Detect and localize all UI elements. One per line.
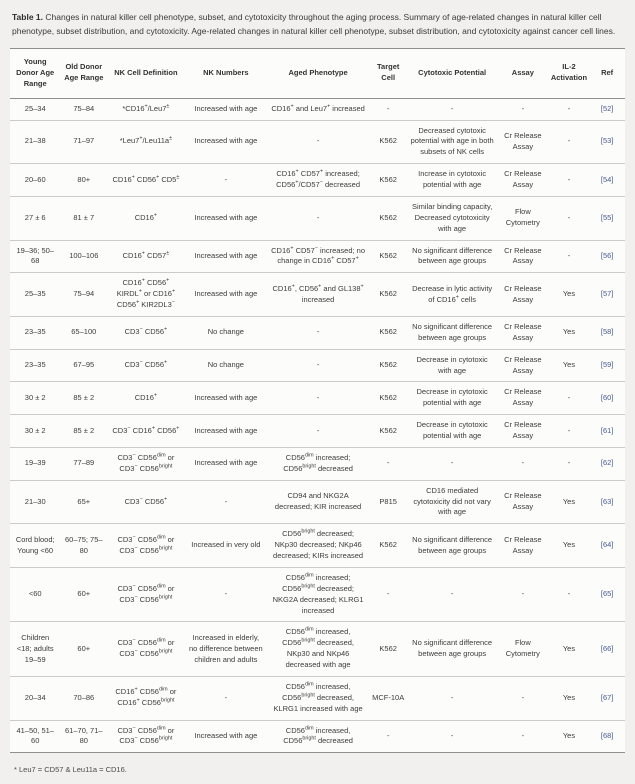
table-cell: - (185, 164, 267, 197)
table-cell: 75–94 (60, 273, 107, 317)
table-cell: Decreased cytotoxic potential with age in both subsets of NK cells (407, 120, 497, 164)
table-cell: *CD16+/Leu7± (107, 98, 184, 120)
table-cell: CD16+ CD57− increased; no change in CD16+ CD57+ (267, 240, 369, 273)
column-header-5: Target Cell (369, 49, 407, 99)
table-cell: CD94 and NKG2A decreased; KIR increased (267, 480, 369, 524)
table-cell: Increased with age (185, 382, 267, 415)
table-cell: 60+ (60, 567, 107, 622)
table-cell: - (407, 676, 497, 720)
table-cell: Children <18; adults 19–59 (10, 622, 60, 677)
table-cell: K562 (369, 622, 407, 677)
table-row (10, 622, 625, 677)
table-cell: Increase in cytotoxic potential with age (407, 164, 497, 197)
table-row (10, 120, 625, 164)
ref-link[interactable]: [64] (600, 540, 614, 550)
table-cell: - (549, 120, 590, 164)
table-cell: - (407, 720, 497, 753)
table-cell: Increased with age (185, 98, 267, 120)
table-cell: Cr Release Assay (497, 240, 549, 273)
table-cell: CD16+ and Leu7+ increased (267, 98, 369, 120)
table-cell: No significant difference between age groups (407, 622, 497, 677)
table-cell: - (185, 567, 267, 622)
table-cell: - (549, 447, 590, 480)
table-cell: - (497, 447, 549, 480)
table-cell: 60+ (60, 622, 107, 677)
table-cell: 25–34 (10, 98, 60, 120)
table-cell: CD3− CD56+ (107, 349, 184, 382)
table-cell: - (369, 720, 407, 753)
table-cell: CD3− $CD56^{dim}$ or CD3− $CD56^{bright}$ (107, 720, 184, 753)
table-cell: Similar binding capacity, Decreased cytotoxicity with age (407, 196, 497, 240)
table-caption (12, 10, 623, 38)
table-cell: CD16+ CD56+ CD5± (107, 164, 184, 197)
ref-link[interactable]: [59] (600, 360, 614, 370)
table-cell: Cr Release Assay (497, 273, 549, 317)
table-cell: CD16 mediated cytotoxicity did not vary with age (407, 480, 497, 524)
table-cell: Yes (549, 524, 590, 568)
table-cell: K562 (369, 120, 407, 164)
table-cell: - (267, 196, 369, 240)
ref-cell (589, 273, 625, 317)
ref-link[interactable]: [63] (600, 496, 614, 506)
table-cell: No significant difference between age groups (407, 524, 497, 568)
column-header-4: Aged Phenotype (267, 49, 369, 99)
table-cell: K562 (369, 240, 407, 273)
table-row (10, 316, 625, 349)
column-header-1: Old Donor Age Range (60, 49, 107, 99)
table-cell: 81 ± 7 (60, 196, 107, 240)
table-cell: $CD56^{dim}$ increased, $CD56^{bright}$ decreased, KLRG1 increased with age (267, 676, 369, 720)
table-cell: Cr Release Assay (497, 524, 549, 568)
ref-link[interactable]: [67] (600, 692, 614, 702)
table-cell: K562 (369, 316, 407, 349)
table-caption-label: Table 1. (12, 12, 44, 22)
table-cell: - (549, 382, 590, 415)
table-body (10, 98, 625, 753)
ref-link[interactable]: [53] (600, 136, 614, 146)
table-cell: Cr Release Assay (497, 164, 549, 197)
table-cell: Increased in elderly, no difference between children and adults (185, 622, 267, 677)
table-cell: $CD56^{bright}$ decreased; NKp30 decreased; NKp46 decreased; KIRs increased (267, 524, 369, 568)
table-cell: Cr Release Assay (497, 480, 549, 524)
table-cell: 60–75; 75–80 (60, 524, 107, 568)
ref-cell (589, 524, 625, 568)
table-cell: - (267, 349, 369, 382)
table-cell: Increased with age (185, 240, 267, 273)
table-caption-text: Changes in natural killer cell phenotype, subset, and cytotoxicity throughout the aging process. Summary of age-related changes in natural killer cell phenotype, subset distribution, and cytotoxicity. Age-related changes in natural killer cell phenotype, subset distribution, and cytotoxicity against cancer cell lines. (12, 12, 616, 37)
ref-link[interactable]: [54] (600, 174, 614, 184)
table-cell: $CD56^{dim}$ increased, $CD56^{bright}$ decreased, NKp30 and NKp46 decreased with age (267, 622, 369, 677)
table-row (10, 382, 625, 415)
table-cell: 80+ (60, 164, 107, 197)
table-cell: - (497, 567, 549, 622)
table-cell: 20–60 (10, 164, 60, 197)
table-header-row (10, 49, 625, 99)
table-row (10, 273, 625, 317)
table-cell: *Leu7+/Leu11a± (107, 120, 184, 164)
table-row (10, 349, 625, 382)
ref-link[interactable]: [61] (600, 425, 614, 435)
ref-link[interactable]: [60] (600, 392, 614, 402)
table-cell: 70–86 (60, 676, 107, 720)
table-cell: CD16+ CD57+ increased; CD56+/CD57− decreased (267, 164, 369, 197)
table-cell: Flow Cytometry (497, 196, 549, 240)
table-cell: Cr Release Assay (497, 382, 549, 415)
table-cell: Yes (549, 273, 590, 317)
table-cell: Increased with age (185, 273, 267, 317)
table-cell: No significant difference between age groups (407, 316, 497, 349)
table-cell: Yes (549, 622, 590, 677)
column-header-8: IL-2 Activation (549, 49, 590, 99)
table-row (10, 447, 625, 480)
table-cell: - (407, 98, 497, 120)
table-cell: Increased with age (185, 720, 267, 753)
table-cell: 19–36; 50–68 (10, 240, 60, 273)
table-cell: 21–30 (10, 480, 60, 524)
table-cell: <60 (10, 567, 60, 622)
ref-cell (589, 196, 625, 240)
table-cell: - (369, 98, 407, 120)
ref-cell (589, 447, 625, 480)
table-cell: 65+ (60, 480, 107, 524)
table-cell: Cord blood; Young <60 (10, 524, 60, 568)
column-header-0: Young Donor Age Range (10, 49, 60, 99)
table-cell: Increased with age (185, 447, 267, 480)
table-cell: CD3− $CD56^{dim}$ or CD3− $CD56^{bright}$ (107, 447, 184, 480)
table-cell: CD16+, CD56+ and GL138+ increased (267, 273, 369, 317)
table-cell: Decrease in cytotoxic potential with age (407, 415, 497, 448)
table-cell: K562 (369, 382, 407, 415)
table-cell: 85 ± 2 (60, 415, 107, 448)
table-cell: Cr Release Assay (497, 415, 549, 448)
ref-cell (589, 622, 625, 677)
ref-cell (589, 382, 625, 415)
table-cell: 77–89 (60, 447, 107, 480)
table-cell: K562 (369, 196, 407, 240)
table-row (10, 415, 625, 448)
ref-link[interactable]: [57] (600, 289, 614, 299)
table-header (10, 49, 625, 99)
table-row (10, 196, 625, 240)
table-cell: - (549, 240, 590, 273)
table-row (10, 524, 625, 568)
ref-link[interactable]: [68] (600, 730, 614, 740)
table-row (10, 567, 625, 622)
table-cell: No change (185, 316, 267, 349)
table-cell: CD16+ CD57± (107, 240, 184, 273)
table-row (10, 98, 625, 120)
table-cell: 30 ± 2 (10, 382, 60, 415)
table-cell: Increased with age (185, 415, 267, 448)
table-cell: 61–70, 71–80 (60, 720, 107, 753)
table-cell: K562 (369, 349, 407, 382)
ref-link[interactable]: [65] (600, 589, 614, 599)
table-cell: - (497, 720, 549, 753)
table-cell: 41–50, 51–60 (10, 720, 60, 753)
table-cell: 85 ± 2 (60, 382, 107, 415)
table-cell: CD3− CD56+ (107, 316, 184, 349)
table-footnote: * Leu7 = CD57 & Leu11a = CD16. (14, 765, 127, 775)
table-cell: - (549, 196, 590, 240)
table-cell: Yes (549, 676, 590, 720)
table-cell: CD3− $CD56^{dim}$ or CD3− $CD56^{bright}$ (107, 622, 184, 677)
table-cell: 75–84 (60, 98, 107, 120)
table-cell: No significant difference between age groups (407, 240, 497, 273)
table-cell: Decrease in cytotoxic with age (407, 349, 497, 382)
table-cell: CD16+ (107, 382, 184, 415)
table-row (10, 480, 625, 524)
table-cell: 21–38 (10, 120, 60, 164)
table-cell: 27 ± 6 (10, 196, 60, 240)
table-cell: $CD56^{dim}$ increased, $CD56^{bright}$ decreased (267, 720, 369, 753)
table-cell: - (549, 567, 590, 622)
table-cell: - (369, 567, 407, 622)
table-cell: - (185, 480, 267, 524)
table-cell: Cr Release Assay (497, 349, 549, 382)
table-cell: CD16+ (107, 196, 184, 240)
table-cell: CD16+ $CD56^{dim}$ or CD16+ $CD56^{bright}$ (107, 676, 184, 720)
ref-cell (589, 240, 625, 273)
table-cell: CD3− CD16+ CD56+ (107, 415, 184, 448)
table-cell: K562 (369, 415, 407, 448)
ref-link[interactable]: [62] (600, 458, 614, 468)
ref-cell (589, 567, 625, 622)
column-header-9: Ref (589, 49, 625, 99)
table-cell: $CD56^{dim}$ increased; $CD56^{bright}$ decreased; NKG2A decreased; KLRG1 increased (267, 567, 369, 622)
ref-cell (589, 720, 625, 753)
table-cell: Decrease in cytotoxic potential with age (407, 382, 497, 415)
ref-link[interactable]: [58] (600, 327, 614, 337)
column-header-7: Assay (497, 49, 549, 99)
table-cell: Decrease in lytic activity of CD16+ cells (407, 273, 497, 317)
table-cell: CD16+ CD56+ KIRDL+ or CD16+ CD56+ KIR2DL3− (107, 273, 184, 317)
ref-cell (589, 316, 625, 349)
ref-cell (589, 349, 625, 382)
ref-cell (589, 164, 625, 197)
table-cell: 25–35 (10, 273, 60, 317)
table-cell: P815 (369, 480, 407, 524)
table-cell: - (267, 415, 369, 448)
table-cell: 67–95 (60, 349, 107, 382)
column-header-2: NK Cell Definition (107, 49, 184, 99)
ref-link[interactable]: [56] (600, 250, 614, 260)
table-cell: Yes (549, 720, 590, 753)
table-cell: K562 (369, 524, 407, 568)
table-cell: Yes (549, 316, 590, 349)
table-cell: - (407, 567, 497, 622)
table-cell: - (267, 382, 369, 415)
table-cell: - (267, 316, 369, 349)
table-cell: - (549, 98, 590, 120)
table-cell: 19–39 (10, 447, 60, 480)
ref-cell (589, 98, 625, 120)
ref-cell (589, 120, 625, 164)
table-cell: 23–35 (10, 316, 60, 349)
table-cell: Flow Cytometry (497, 622, 549, 677)
table-cell: - (549, 164, 590, 197)
table-cell: MCF-10A (369, 676, 407, 720)
ref-cell (589, 480, 625, 524)
table-cell: - (369, 447, 407, 480)
table-cell: $CD56^{dim}$ increased; $CD56^{bright}$ decreased (267, 447, 369, 480)
ref-link[interactable]: [66] (600, 643, 614, 653)
table-cell: Increased in very old (185, 524, 267, 568)
table-cell: - (497, 676, 549, 720)
table-cell: 23–35 (10, 349, 60, 382)
table-cell: - (497, 98, 549, 120)
table-cell: - (267, 120, 369, 164)
table-cell: 20–34 (10, 676, 60, 720)
table-cell: CD3− $CD56^{dim}$ or CD3− $CD56^{bright}$ (107, 567, 184, 622)
table-cell: - (549, 415, 590, 448)
table-row (10, 164, 625, 197)
table-row (10, 720, 625, 753)
table-cell: 71–97 (60, 120, 107, 164)
table-cell: K562 (369, 273, 407, 317)
table-cell: - (407, 447, 497, 480)
ref-link[interactable]: [52] (600, 103, 614, 113)
ref-cell (589, 415, 625, 448)
table-cell: CD3− CD56+ (107, 480, 184, 524)
table-row (10, 240, 625, 273)
table-cell: Cr Release Assay (497, 120, 549, 164)
table-cell: No change (185, 349, 267, 382)
table-cell: 30 ± 2 (10, 415, 60, 448)
table-cell: CD3− $CD56^{dim}$ or CD3− $CD56^{bright}$ (107, 524, 184, 568)
table-cell: 65–100 (60, 316, 107, 349)
table-cell: - (185, 676, 267, 720)
ref-link[interactable]: [55] (600, 212, 614, 222)
column-header-6: Cytotoxic Potential (407, 49, 497, 99)
table-cell: Increased with age (185, 196, 267, 240)
table-cell: 100–106 (60, 240, 107, 273)
table-cell: Cr Release Assay (497, 316, 549, 349)
table-cell: Yes (549, 480, 590, 524)
column-header-3: NK Numbers (185, 49, 267, 99)
nk-aging-table (10, 48, 625, 753)
table-cell: Yes (549, 349, 590, 382)
table-cell: K562 (369, 164, 407, 197)
table-cell: Increased with age (185, 120, 267, 164)
